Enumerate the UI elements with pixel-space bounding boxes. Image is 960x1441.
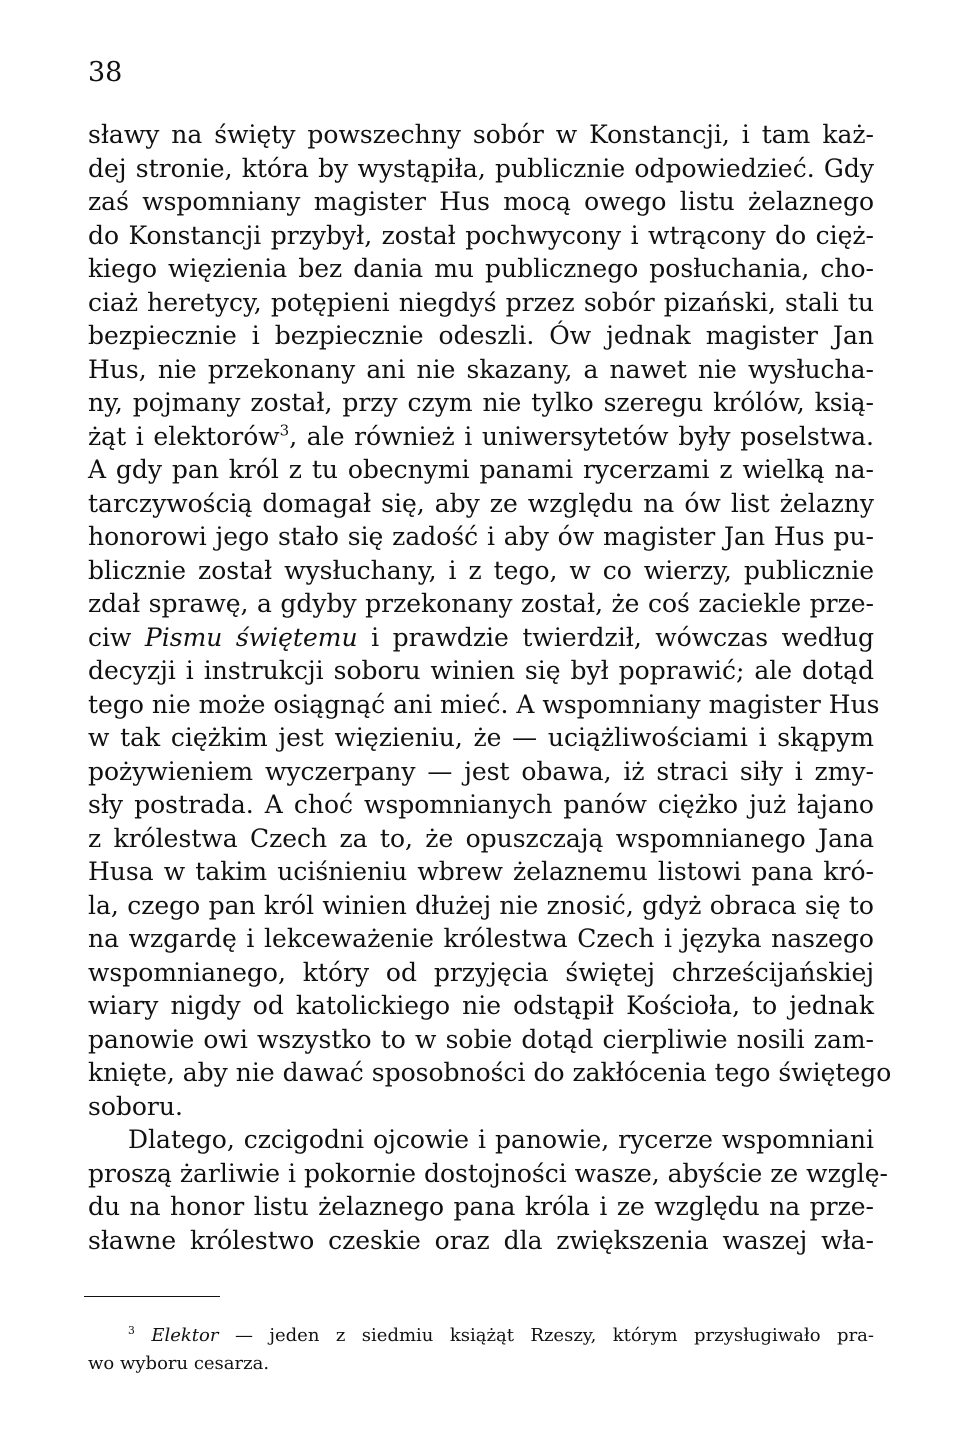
text-line: na wzgardę i lekceważenie królestwa Czech i języka naszego [88,924,874,953]
text-line: la, czego pan król winien dłużej nie znosić, gdyż obraca się to [88,890,874,920]
text-segment: żąt i elektorów [88,421,280,451]
text-line: wspomnianego, który od przyjęcia świętej chrześcijańskiej [88,957,874,987]
text-line: bezpiecznie i bezpiecznie odeszli. Ów jednak magister Jan [88,321,874,350]
text-line: tego nie może osiągnąć ani mieć. A wspomniany magister Hus [88,689,880,719]
text-segment: , ale również i uniwersytetów były poselstwa. [289,421,874,451]
text-line-with-footnote-ref [88,420,874,454]
text-line: do Konstancji przybył, został pochwycony i wtrącony do cięż- [88,220,874,250]
text-line: Husa w takim uciśnieniu wbrew żelaznemu listowi pana kró- [88,857,874,886]
text-line: zdał sprawę, a gdyby przekonany został, że coś zaciekle prze- [88,589,874,618]
footnote-marker: 3 [128,1324,135,1337]
text-line: sławne królestwo czeskie oraz dla zwiększenia waszej wła- [88,1225,874,1255]
footnote-line [88,1322,874,1350]
text-line: pożywieniem wyczerpany — jest obawa, iż straci siły i zmy- [88,756,874,786]
text-line: tarczywością domagał się, aby ze względu na ów list żelazny [88,488,874,518]
text-line: wiary nigdy od katolickiego nie odstąpił Kościoła, to jednak [88,991,874,1020]
footnote [88,1322,874,1378]
body-text [88,118,892,1257]
page-number: 38 [88,57,123,88]
text-line: panowie owi wszystko to w sobie dotąd cierpliwie nosili zam- [88,1024,874,1054]
text-line: decyzji i instrukcji soboru winien się był poprawić; ale dotąd [88,656,874,685]
text-line: knięte, aby nie dawać sposobności do zakłócenia tego świętego [88,1058,892,1087]
text-segment: i prawdzie twierdził, wówczas według [357,622,874,652]
text-line: ny, pojmany został, przy czym nie tylko szeregu królów, ksią- [88,388,874,417]
text-line: Hus, nie przekonany ani nie skazany, a nawet nie wysłucha- [88,354,874,384]
text-line: sły postrada. A choć wspomnianych panów ciężko już łajano [88,790,874,819]
text-line: dej stronie, która by wystąpiła, publicznie odpowiedzieć. Gdy [88,153,874,183]
text-line: proszą żarliwie i pokornie dostojności wasze, abyście ze wzglę- [88,1158,888,1188]
paragraph-first-line: Dlatego, czcigodni ojcowie i panowie, rycerze wspomniani [128,1125,874,1154]
footnote-reference: 3 [279,421,290,440]
text-line: honorowi jego stało się zadość i aby ów magister Jan Hus pu- [88,522,874,551]
footnote-text: — jeden z siedmiu książąt Rzeszy, którym przysługiwało pra- [218,1325,874,1346]
text-line: w tak ciężkim jest więzieniu, że — uciążliwościami i skąpym [88,723,874,752]
text-line: ciaż heretycy, potępieni niegdyś przez sobór pizański, stali tu [88,287,874,317]
text-line: sławy na święty powszechny sobór w Konstancji, i tam każ- [88,120,874,149]
text-line: soboru. [88,1091,183,1121]
text-line: zaś wspomniany magister Hus mocą owego listu żelaznego [88,187,874,216]
text-line: kiego więzienia bez dania mu publicznego posłuchania, cho- [88,254,874,283]
italic-title: Pismu świętemu [144,622,358,652]
footnote-separator [84,1296,220,1297]
text-line: blicznie został wysłuchany, i z tego, w co wierzy, publicznie [88,555,874,585]
text-line: z królestwa Czech za to, że opuszczają wspomnianego Jana [88,823,874,853]
text-segment: ciw [88,622,145,652]
text-line: du na honor listu żelaznego pana króla i ze względu na prze- [88,1192,874,1221]
text-line: A gdy pan król z tu obecnymi panami rycerzami z wielką na- [88,455,874,484]
footnote-line: wo wyboru cesarza. [88,1353,270,1374]
text-line-with-italic [88,621,874,655]
footnote-term: Elektor [151,1325,219,1346]
